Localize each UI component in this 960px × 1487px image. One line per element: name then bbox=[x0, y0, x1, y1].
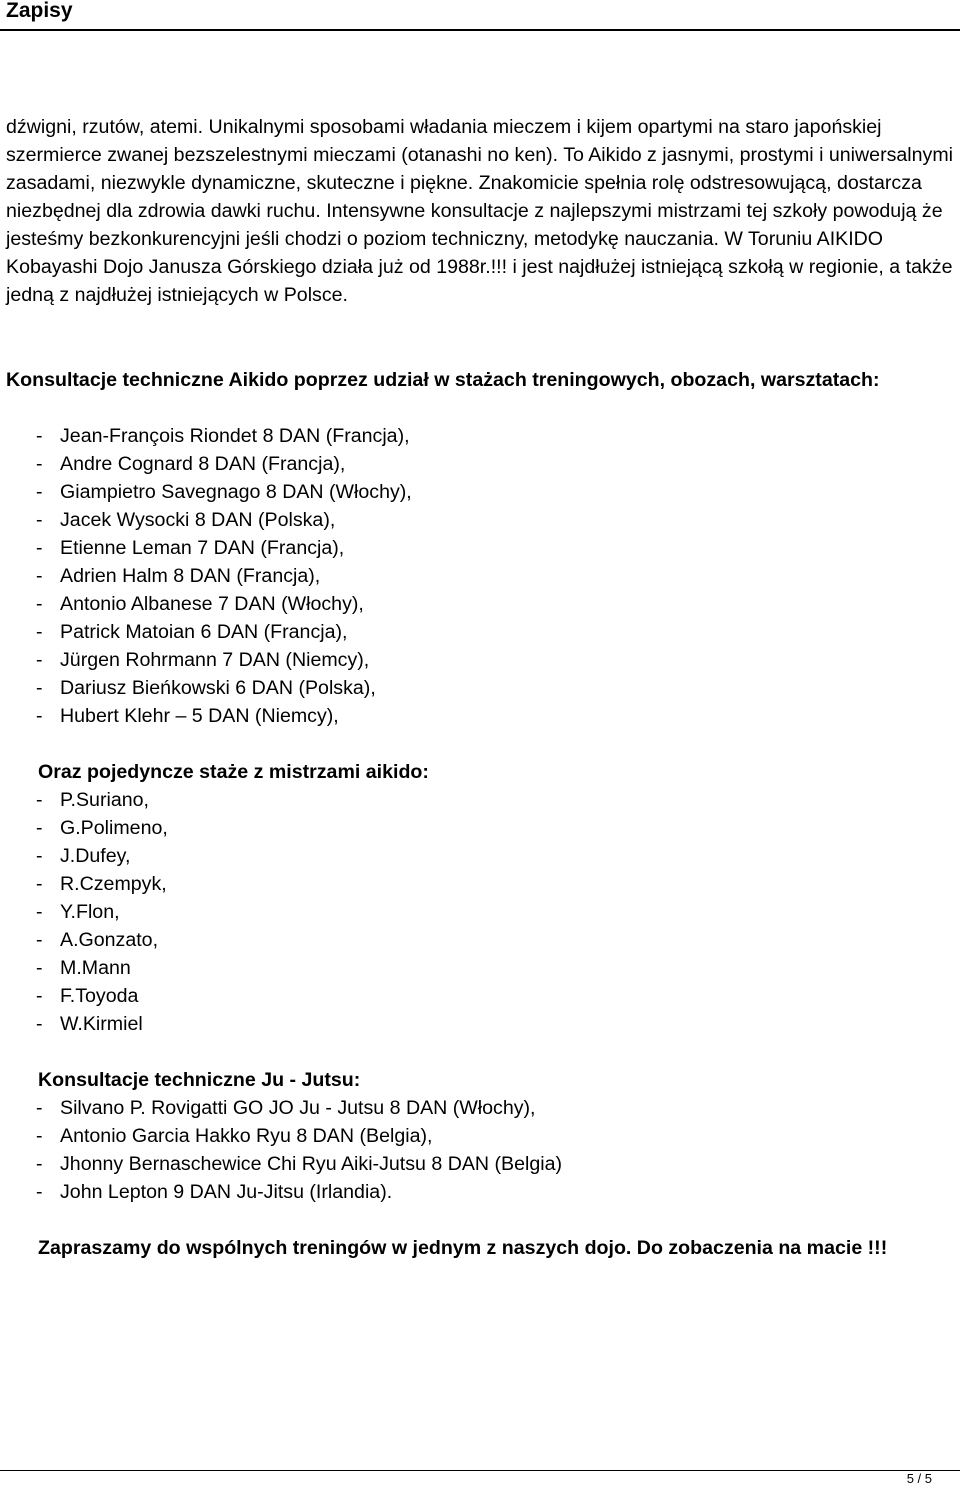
list-dash: - bbox=[36, 1097, 43, 1119]
list-item-text: Andre Cognard 8 DAN (Francja), bbox=[60, 453, 346, 475]
list-item bbox=[36, 1122, 562, 1150]
list-item-text: J.Dufey, bbox=[60, 845, 131, 867]
list-dash: - bbox=[36, 621, 43, 643]
list-item bbox=[36, 982, 168, 1010]
jujutsu-consultations-heading: Konsultacje techniczne Ju - Jutsu: bbox=[38, 1069, 361, 1091]
list-dash: - bbox=[36, 425, 43, 447]
list-item bbox=[36, 1150, 562, 1178]
list-item bbox=[36, 422, 412, 450]
list-item bbox=[36, 590, 412, 618]
list-dash: - bbox=[36, 649, 43, 671]
list-item-text: Jhonny Bernaschewice Chi Ryu Aiki-Jutsu 8 DAN (Belgia) bbox=[60, 1153, 563, 1175]
list-dash: - bbox=[36, 677, 43, 699]
page-header bbox=[0, 0, 960, 30]
list-item-text: Y.Flon, bbox=[60, 901, 120, 923]
list-dash: - bbox=[36, 565, 43, 587]
list-item-text: Hubert Klehr – 5 DAN (Niemcy), bbox=[60, 705, 339, 727]
closing-invitation: Zapraszamy do wspólnych treningów w jednym z naszych dojo. Do zobaczenia na macie !!! bbox=[38, 1237, 888, 1259]
list-item bbox=[36, 450, 412, 478]
list-item-text: M.Mann bbox=[60, 957, 131, 979]
list-dash: - bbox=[36, 901, 43, 923]
list-item bbox=[36, 618, 412, 646]
list-dash: - bbox=[36, 593, 43, 615]
list-dash: - bbox=[36, 1013, 43, 1035]
list-item bbox=[36, 1178, 562, 1206]
list-item bbox=[36, 898, 168, 926]
list-dash: - bbox=[36, 929, 43, 951]
list-item-text: Adrien Halm 8 DAN (Francja), bbox=[60, 565, 321, 587]
page-number: 5 / 5 bbox=[906, 1471, 932, 1486]
list-dash: - bbox=[36, 817, 43, 839]
list-item bbox=[36, 842, 168, 870]
list-item-text: Jürgen Rohrmann 7 DAN (Niemcy), bbox=[60, 649, 370, 671]
list-item-text: Etienne Leman 7 DAN (Francja), bbox=[60, 537, 345, 559]
list-item-text: P.Suriano, bbox=[60, 789, 149, 811]
list-dash: - bbox=[36, 481, 43, 503]
footer-divider bbox=[0, 1470, 960, 1471]
list-item bbox=[36, 478, 412, 506]
list-dash: - bbox=[36, 957, 43, 979]
list-item bbox=[36, 702, 412, 730]
list-dash: - bbox=[36, 1181, 43, 1203]
aikido-consultations-list bbox=[36, 422, 412, 730]
list-item bbox=[36, 1010, 168, 1038]
intro-paragraph: dźwigni, rzutów, atemi. Unikalnymi sposobami władania mieczem i kijem opartymi na staro japońskiej szermierce zwanej bezszelestnymi mieczami (otanashi no ken). To Aikido z jasnymi, prostymi i uniwersalnymi zasadami, niezwykle dynamiczne, skuteczne i piękne. Znakomicie spełnia rolę odstresowującą, dostarcza niezbędnej dla zdrowia dawki ruchu. Intensywne konsultacje z najlepszymi mistrzami tej szkoły powodują że jesteśmy bezkonkurencyjni jeśli chodzi o poziom techniczny, metodykę nauczania. W Toruniu AIKIDO Kobayashi Dojo Janusza Górskiego działa już od 1988r.!!! i jest najdłużej istniejącą szkołą w regionie, a także jedną z najdłużej istniejących w Polsce. bbox=[6, 116, 954, 306]
list-item-text: John Lepton 9 DAN Ju-Jitsu (Irlandia). bbox=[60, 1181, 393, 1203]
list-item bbox=[36, 562, 412, 590]
list-item-text: F.Toyoda bbox=[60, 985, 139, 1007]
list-dash: - bbox=[36, 705, 43, 727]
list-item-text: Silvano P. Rovigatti GO JO Ju - Jutsu 8 DAN (Włochy), bbox=[60, 1097, 536, 1119]
single-masters-heading: Oraz pojedyncze staże z mistrzami aikido: bbox=[38, 761, 429, 783]
aikido-consultations-heading: Konsultacje techniczne Aikido poprzez udział w stażach treningowych, obozach, warsztatach: bbox=[6, 369, 880, 391]
list-dash: - bbox=[36, 537, 43, 559]
list-item bbox=[36, 674, 412, 702]
list-item-text: Giampietro Savegnago 8 DAN (Włochy), bbox=[60, 481, 412, 503]
list-dash: - bbox=[36, 453, 43, 475]
list-item bbox=[36, 954, 168, 982]
header-divider bbox=[0, 29, 960, 31]
list-item-text: Patrick Matoian 6 DAN (Francja), bbox=[60, 621, 348, 643]
list-dash: - bbox=[36, 845, 43, 867]
list-dash: - bbox=[36, 1125, 43, 1147]
page-title: Zapisy bbox=[6, 0, 73, 22]
list-item-text: R.Czempyk, bbox=[60, 873, 167, 895]
list-item-text: Dariusz Bieńkowski 6 DAN (Polska), bbox=[60, 677, 376, 699]
list-item-text: Antonio Albanese 7 DAN (Włochy), bbox=[60, 593, 364, 615]
list-item bbox=[36, 926, 168, 954]
list-dash: - bbox=[36, 1153, 43, 1175]
list-dash: - bbox=[36, 789, 43, 811]
list-item bbox=[36, 786, 168, 814]
list-dash: - bbox=[36, 509, 43, 531]
list-item bbox=[36, 506, 412, 534]
list-item-text: Jean-François Riondet 8 DAN (Francja), bbox=[60, 425, 410, 447]
list-dash: - bbox=[36, 985, 43, 1007]
list-item bbox=[36, 534, 412, 562]
list-item-text: Jacek Wysocki 8 DAN (Polska), bbox=[60, 509, 336, 531]
list-item bbox=[36, 814, 168, 842]
list-item-text: W.Kirmiel bbox=[60, 1013, 143, 1035]
jujutsu-consultations-list bbox=[36, 1094, 562, 1206]
list-item-text: Antonio Garcia Hakko Ryu 8 DAN (Belgia), bbox=[60, 1125, 433, 1147]
list-item-text: A.Gonzato, bbox=[60, 929, 159, 951]
list-item bbox=[36, 870, 168, 898]
single-masters-list bbox=[36, 786, 168, 1038]
list-item bbox=[36, 1094, 562, 1122]
list-dash: - bbox=[36, 873, 43, 895]
list-item-text: G.Polimeno, bbox=[60, 817, 168, 839]
list-item bbox=[36, 646, 412, 674]
